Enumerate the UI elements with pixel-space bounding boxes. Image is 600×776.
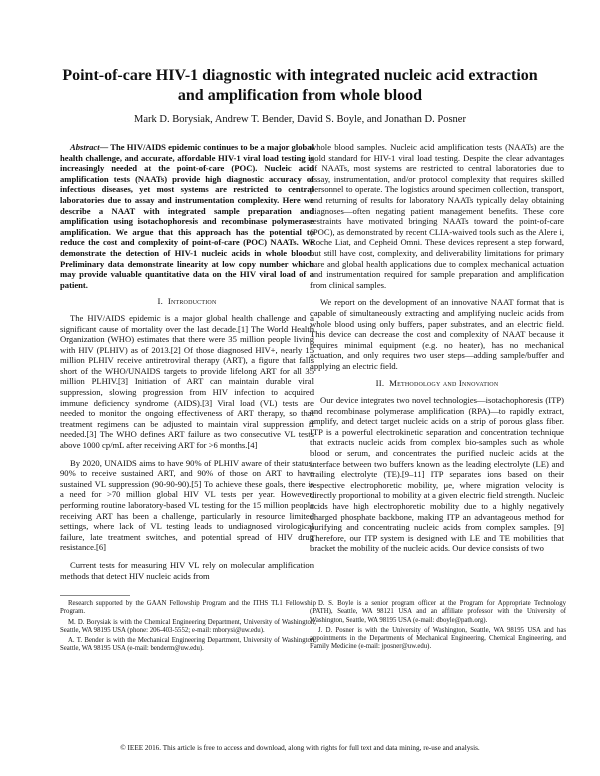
footnote: J. D. Posner is with the University of Washington, Seattle, WA 98195 USA and has appointments in the Departments of Mechanical Engineering, Chemical Engineering, and Family Medicine (e-mail: jposner@uw.edu).	[310, 626, 566, 651]
section-heading-methodology	[310, 378, 564, 389]
methods-paragraph: Our device integrates two novel technologies—isotachophoresis (ITP) and recombinase polymerase amplification (RPA)—to rapidly extract, amplify, and detect target nucleic acids on a strip of porous glass fiber. ITP is a powerful electrokinetic separation and concentration technique that extracts nucleic acids from complex bio-samples such as whole blood or serum, and concentrates the purified nucleic acids at the interface between two buffers known as the leading electrolyte (LE) and trailing electrolyte (TE).[9–11] ITP separates ions based on their respective electrophoretic mobility, μe, where migration velocity is directly proportional to mobility at a given electric field strength. Nucleic acids have high electrophoretic mobility due to a highly negatively charged phosphate backbone, making ITP an advantageous method for purifying and concentrating nucleic acids from complex samples. [9] Therefore, our ITP system is designed with LE and TE mobilities that bracket the mobility of the nucleic acids. Our device consists of two	[310, 395, 564, 554]
intro-paragraph: By 2020, UNAIDS aims to have 90% of PLHIV aware of their status, 90% to receive sustained ART, and 90% of those on ART to have sustained VL suppression (90-90-90).[5] To achieve these goals, there is a need for >70 million global HIV VL tests per year. However, performing routine laboratory-based VL testing for the 15 million people receiving ART has been a challenge, particularly in resource limited settings, where lack of VL testing leads to undiagnosed virological failure, late treatment switches, and potential spread of HIV drug resistance.[6]	[60, 457, 314, 553]
abstract	[60, 142, 314, 290]
left-column	[60, 142, 314, 588]
author-list: Mark D. Borysiak, Andrew T. Bender, David S. Boyle, and Jonathan D. Posner	[134, 114, 466, 125]
section-number: I.	[157, 296, 164, 307]
footnotes-left	[60, 600, 316, 656]
intro-paragraph: We report on the development of an innovative NAAT format that is capable of simultaneously extracting and amplifying nucleic acids from whole blood using only buffers, paper substrates, and an electric field. This device can decrease the cost and complexity of NAAT because it requires minimal equipment (e.g. no heater), has no mechanical actuation, and only requires two user steps—adding sample/buffer and applying an electric field.	[310, 297, 564, 371]
footnote: A. T. Bender is with the Mechanical Engineering Department, University of Washington, Seattle, WA 98195 USA (e-mail: benderm@uw.edu).	[60, 637, 316, 653]
abstract-text: The HIV/AIDS epidemic continues to be a major global health challenge, and accurate, affordable HIV-1 viral load testing is increasingly needed at the point-of-care (POC). Nucleic acid amplification tests (NAATs) provide high diagnostic accuracy of infectious diseases, yet most systems are restricted to central laboratories due to assay and instrumentation complexity. Here we describe a NAAT with integrated sample preparation and amplification using isotachophoresis and recombinase polymerase amplification. We argue that this approach has the potential to reduce the cost and complexity of point-of-care (POC) NAATs. We demonstrate the detection of HIV-1 nucleic acids in whole blood. Preliminary data demonstrate linearity at low copy number which may provide valuable quantitative data on the HIV viral load of a patient.	[60, 142, 314, 290]
section-heading-introduction	[60, 296, 314, 307]
paper-title: Point-of-care HIV-1 diagnostic with integrated nucleic acid extraction and amplification from whole blood	[62, 67, 538, 104]
footnotes-right	[310, 600, 566, 654]
section-title: Methodology and Innovation	[389, 378, 499, 389]
copyright-notice: © IEEE 2016. This article is free to access and download, along with rights for full text and data mining, re-use and analysis.	[120, 744, 480, 752]
footnote-rule-left	[60, 595, 130, 596]
section-number: II.	[375, 378, 385, 389]
footnote: Research supported by the GAAN Fellowship Program and the ITHS TL1 Fellowship Program.	[60, 600, 316, 616]
footnote: D. S. Boyle is a senior program officer at the Program for Appropriate Technology (PATH), Seattle, WA 98121 USA and an affiliate professor with the University of Washington, Seattle, WA 98195 USA (e-mail: dboyle@path.org).	[310, 600, 566, 624]
intro-paragraph: The HIV/AIDS epidemic is a major global health challenge and a significant cause of mortality over the last decade.[1] The World Health Organization (WHO) estimates that there were 35 million people living with HIV (PLHIV) as of 2013.[2] Of those diagnosed HIV+, nearly 15 million PLHIV receive antiretroviral therapy (ART), a figure that falls short of the WHO/UNAIDS targets to provide lifelong ART for all 35 million PLHIV.[3] Initiation of ART can maintain durable viral suppression, slowing progression from HIV infection to acquired immune deficiency syndrome (AIDS).[3] Viral load (VL) tests are needed to monitor the ongoing effectiveness of ART therapy, so that treatment regimens can be adjusted to maintain viral suppression if needed.[3] The WHO defines ART failure as two consecutive VL tests above 1000 cp/mL after receiving ART for >6 months.[4]	[60, 312, 314, 451]
intro-paragraph: whole blood samples. Nucleic acid amplification tests (NAATs) are the gold standard for HIV-1 viral load testing. Despite the clear advantages of NAATs, most systems are restricted to central laboratories due to assay, instrumentation, and/or protocol complexity that requires skilled personnel to operate. The logistics around specimen collection, transport, and returning of results for laboratory NAATs typically delay obtaining diagnoses—often negating patient management benefits. These core restraints have motivated bringing NAATs toward the point-of-care (POC), as demonstrated by recent CLIA-waived tools such as the Alere i, Roche Liat, and Cepheid Omni. These devices represent a step forward, but still have cost, complexity, and deliverability limitations for primary care and global health applications due to complex mechanical actuation and instrumentation required for sample preparation and amplification from clinical samples.	[310, 142, 564, 290]
intro-paragraph: Current tests for measuring HIV VL rely on molecular amplification methods that detect HIV nucleic acids from	[60, 559, 314, 581]
right-column	[310, 142, 564, 561]
section-title: Introduction	[167, 296, 217, 307]
abstract-label: Abstract—	[70, 142, 109, 152]
footnote: M. D. Borysiak is with the Chemical Engineering Department, University of Washington, Seattle, WA 98195 USA (phone: 206-403-5552; e-mail: mborysi@uw.edu).	[60, 618, 316, 634]
